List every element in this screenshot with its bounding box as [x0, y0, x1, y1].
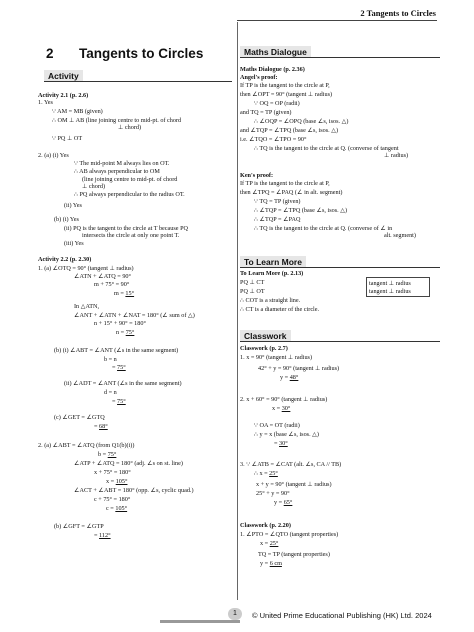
text-line: ∴ y = x (base ∠s, isos. △): [254, 431, 319, 438]
text-line: i.e. ∠TQO = ∠TPO = 90°: [240, 136, 307, 143]
text-line: then ∠OPT = 90° (tangent ⊥ radius): [240, 91, 333, 98]
text-line: ∵ PQ ⊥ OT: [52, 135, 83, 142]
footer-bar: [160, 620, 240, 623]
text-line: ∴ PQ always perpendicular to the radius OT.: [74, 191, 185, 198]
text-line: ∠ATP + ∠ATQ = 180° (adj. ∠s on st. line): [74, 460, 183, 467]
text-line: and ∠TQP = ∠TPQ (base ∠s, isos. △): [240, 127, 339, 134]
text-line: 2. x + 60° = 90° (tangent ⊥ radius): [240, 396, 328, 403]
text-line: ∴ OM ⊥ AB (line joining centre to mid-pt. of chord: [52, 117, 182, 124]
section-rule: [44, 81, 232, 82]
text-line: = 30°: [274, 440, 288, 447]
text-line: 1. ∠PTO = ∠QTO (tangent properties): [240, 531, 339, 538]
reason-text: tangent ⊥ radius: [369, 280, 411, 287]
text-line: PQ ⊥ OT: [240, 288, 265, 295]
text-line: n + 15° + 90° = 180°: [94, 320, 146, 327]
text-line: x + 75° = 180°: [94, 469, 131, 476]
header-rule: [237, 20, 437, 21]
text-line: (c) ∠GET = ∠GTQ: [54, 414, 105, 421]
text-line: ∴ ∠TQP = ∠TPQ (base ∠s, isos. △): [254, 207, 348, 214]
text-line: Maths Dialogue (p. 2.36): [240, 66, 305, 73]
text-line: m = 15°: [114, 290, 135, 297]
section-rule: [240, 57, 440, 58]
reason-text: tangent ⊥ radius: [369, 288, 411, 295]
text-line: 2. (a) ∠ABT = ∠ATQ (from Q1(b)(i)): [38, 442, 135, 449]
running-header: 2 Tangents to Circles: [360, 8, 436, 18]
text-line: Classwork (p. 2.20): [240, 522, 291, 529]
text-line: ∴ AB always perpendicular to OM: [74, 168, 160, 175]
text-line: (ii) ∠ADT = ∠ANT (∠s in the same segment): [64, 380, 182, 387]
text-line: (line joining centre to mid-pt. of chord: [82, 176, 178, 183]
text-line: ∴ COT is a straight line.: [240, 297, 301, 304]
text-line: alt. segment): [384, 232, 416, 239]
text-line: Angel's proof:: [240, 74, 278, 81]
chapter-name: Tangents to Circles: [79, 46, 204, 61]
text-line: 42° + y = 90° (tangent ⊥ radius): [258, 365, 340, 372]
section-rule: [240, 267, 440, 268]
text-line: If TP is the tangent to the circle at P,: [240, 82, 330, 89]
text-line: In △ATN,: [74, 303, 100, 310]
text-line: ∴ TQ is the tangent to the circle at Q. (converse of tangent: [254, 145, 399, 152]
text-line: 1. (a) ∠OTQ = 90° (tangent ⊥ radius): [38, 265, 134, 272]
text-line: and TQ = TP (given): [240, 109, 292, 116]
text-line: 1. Yes: [38, 99, 53, 106]
text-line: x + y = 90° (tangent ⊥ radius): [256, 481, 332, 488]
text-line: x = 30°: [272, 405, 291, 412]
text-line: Activity 2.2 (p. 2.30): [38, 256, 92, 263]
text-line: To Learn More (p. 2.13): [240, 270, 304, 277]
section-rule: [240, 341, 440, 342]
chapter-title: [46, 46, 203, 61]
text-line: d = n: [104, 389, 117, 396]
text-line: ∴ ∠TQP = ∠PAQ: [254, 216, 301, 223]
text-line: ∴ TQ is the tangent to the circle at Q. (converse of ∠ in: [254, 225, 393, 232]
text-line: ∵ OA = OT (radii): [254, 422, 300, 429]
text-line: Ken's proof:: [240, 172, 274, 179]
text-line: c + 75° = 180°: [94, 496, 131, 503]
text-line: = 112°: [94, 532, 111, 539]
text-line: x = 25°: [260, 540, 279, 547]
text-line: If TP is the tangent to the circle at P,: [240, 180, 330, 187]
text-line: b = n: [104, 356, 117, 363]
text-line: PQ ⊥ CT: [240, 279, 265, 286]
text-line: = 75°: [112, 364, 126, 371]
text-line: then ∠TPQ = ∠PAQ (∠ in alt. segment): [240, 189, 343, 196]
page-number: 1: [228, 608, 242, 620]
section-classwork: Classwork: [240, 330, 291, 342]
column-divider: [237, 22, 238, 600]
text-line: y = 48°: [280, 374, 299, 381]
section-to-learn-more: To Learn More: [240, 256, 306, 268]
text-line: 3. ∵ ∠ATB = ∠CAT (alt. ∠s, CA // TB): [240, 461, 342, 468]
text-line: ⊥ chord): [82, 183, 106, 190]
text-line: ∴ CT is a diameter of the circle.: [240, 306, 320, 313]
reason-box: [366, 277, 430, 297]
text-line: (ii) PQ is the tangent to the circle at T because PQ: [64, 225, 189, 232]
text-line: y = 6 cm: [260, 560, 282, 567]
publisher-credit: © United Prime Educational Publishing (HK) Ltd. 2024: [252, 611, 432, 620]
text-line: ∴ x = 25°: [254, 470, 278, 477]
text-line: n = 75°: [116, 329, 135, 336]
text-line: Classwork (p. 2.7): [240, 345, 288, 352]
text-line: 25° + y = 90°: [256, 490, 290, 497]
text-line: (b) ∠GFT = ∠GTP: [54, 523, 104, 530]
text-line: ∵ OQ = OP (radii): [254, 100, 300, 107]
text-line: = 75°: [112, 398, 126, 405]
section-activity: Activity: [44, 70, 83, 82]
text-line: ∵ TQ = TP (given): [254, 198, 301, 205]
text-line: ∴ ∠OQP = ∠OPQ (base ∠s, isos. △): [254, 118, 349, 125]
text-line: (ii) Yes: [64, 202, 82, 209]
text-line: m + 75° = 90°: [94, 281, 130, 288]
text-line: ∵ AM = MB (given): [52, 108, 103, 115]
text-line: ⊥ radius): [384, 152, 409, 159]
text-line: Activity 2.1 (p. 2.6): [38, 92, 89, 99]
text-line: y = 65°: [274, 499, 293, 506]
text-line: ∵ The mid-point M always lies on OT.: [74, 160, 170, 167]
text-line: c = 105°: [106, 505, 128, 512]
text-line: ∠ACT + ∠ABT = 180° (opp. ∠s, cyclic quad.): [74, 487, 194, 494]
text-line: 1. x = 90° (tangent ⊥ radius): [240, 354, 313, 361]
text-line: ⊥ chord): [118, 124, 142, 131]
text-line: (b) (i) ∠ABT = ∠ANT (∠s in the same segment): [54, 347, 179, 354]
section-maths-dialogue: Maths Dialogue: [240, 46, 311, 58]
chapter-number: 2: [46, 46, 54, 61]
text-line: b = 75°: [98, 451, 117, 458]
text-line: ∠ATN + ∠ATQ = 90°: [74, 273, 131, 280]
text-line: ∠ANT + ∠ATN + ∠NAT = 180° (∠ sum of △): [74, 312, 195, 319]
text-line: = 68°: [94, 423, 108, 430]
text-line: TQ = TP (tangent properties): [258, 551, 330, 558]
text-line: x = 105°: [106, 478, 128, 485]
text-line: (iii) Yes: [64, 240, 84, 247]
text-line: 2. (a) (i) Yes: [38, 152, 69, 159]
text-line: (b) (i) Yes: [54, 216, 79, 223]
text-line: intersects the circle at only one point T.: [82, 232, 180, 239]
